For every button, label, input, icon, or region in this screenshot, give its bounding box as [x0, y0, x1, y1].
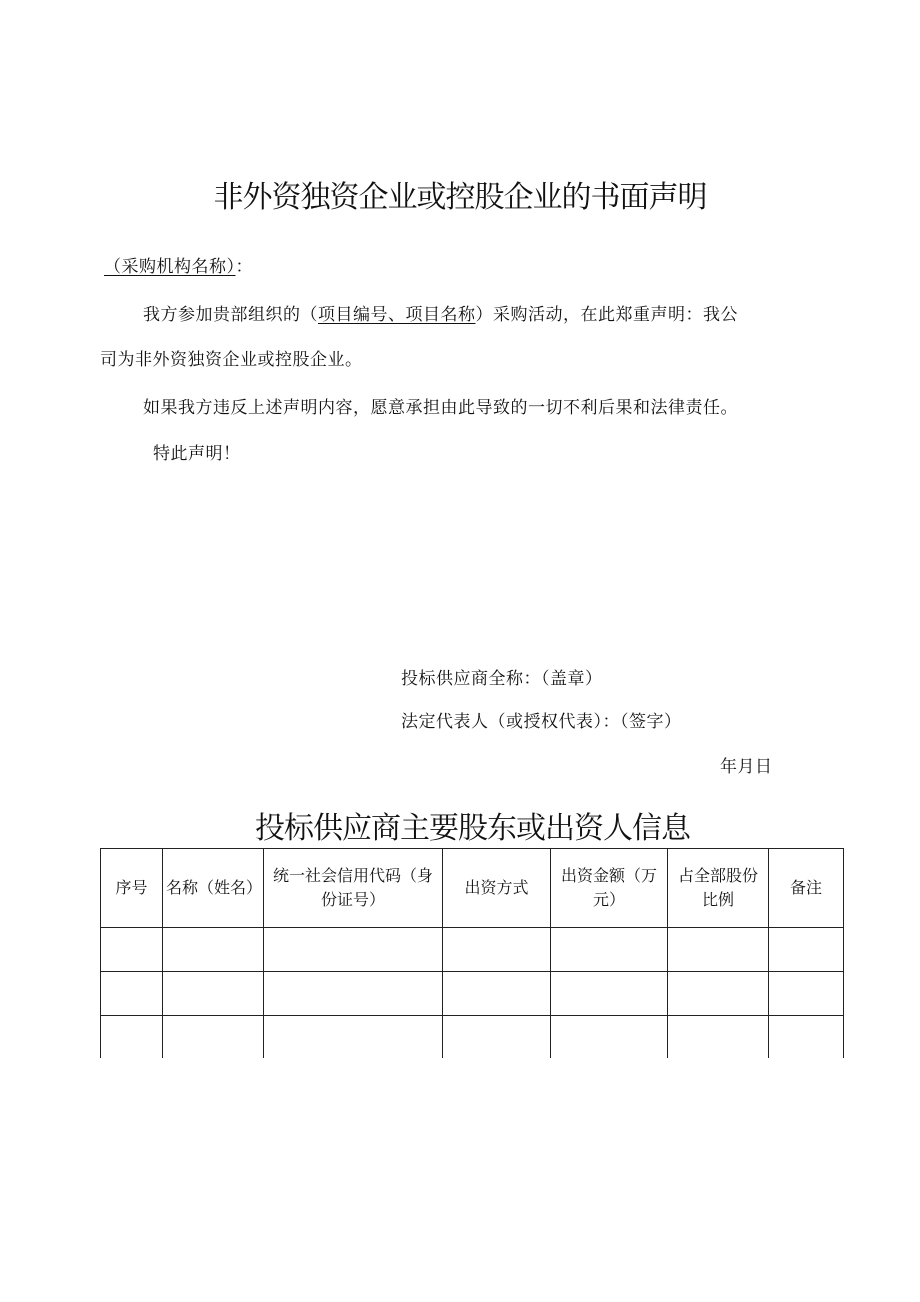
- table-cell: [551, 928, 668, 972]
- table-row: [101, 928, 844, 972]
- table-cell: [101, 928, 163, 972]
- table-cell: [264, 1016, 443, 1059]
- table-cell: [163, 972, 264, 1016]
- table-cell: [769, 972, 844, 1016]
- header-share-ratio: 占全部股份比例: [668, 849, 769, 928]
- table-cell: [668, 1016, 769, 1059]
- table-cell: [443, 928, 551, 972]
- table-row: [101, 972, 844, 1016]
- addressee-placeholder: （采购机构名称）: [104, 257, 236, 277]
- bidder-name-signature-line: 投标供应商全称：（盖章）: [401, 669, 603, 689]
- table-cell: [769, 1016, 844, 1059]
- paragraph-1-prefix: 我方参加贵部组织的（: [143, 305, 318, 325]
- header-remarks: 备注: [769, 849, 844, 928]
- addressee-colon: ：: [235, 257, 253, 277]
- declaration-closing: 特此声明！: [153, 444, 241, 464]
- declaration-paragraph-1-line-2: 司为非外资独资企业或控股企业。: [100, 350, 363, 370]
- table-cell: [264, 972, 443, 1016]
- shareholder-table: [100, 848, 844, 1058]
- paragraph-1-suffix: ）采购活动，在此郑重声明：我公: [475, 305, 738, 325]
- table-header-row: [101, 849, 844, 928]
- table-cell: [769, 928, 844, 972]
- table-cell: [668, 972, 769, 1016]
- legal-representative-signature-line: 法定代表人（或授权代表）：（签字）: [401, 712, 682, 732]
- declaration-paragraph-2: 如果我方违反上述声明内容，愿意承担由此导致的一切不利后果和法律责任。: [143, 398, 738, 418]
- table-cell: [163, 928, 264, 972]
- declaration-paragraph-1: [143, 300, 738, 325]
- table-cell: [551, 1016, 668, 1059]
- table-cell: [443, 1016, 551, 1059]
- table-cell: [101, 1016, 163, 1059]
- addressee-line: [104, 252, 253, 277]
- table-cell: [443, 972, 551, 1016]
- table-cell: [101, 972, 163, 1016]
- table-row: [101, 1016, 844, 1059]
- declaration-title: 非外资独资企业或控股企业的书面声明: [213, 180, 707, 215]
- table-cell: [551, 972, 668, 1016]
- header-credit-code: 统一社会信用代码（身份证号）: [264, 849, 443, 928]
- date-line: 年月日: [720, 757, 773, 777]
- table-cell: [163, 1016, 264, 1059]
- header-name: 名称（姓名）: [163, 849, 264, 928]
- table-cell: [668, 928, 769, 972]
- shareholder-table-title: 投标供应商主要股东或出资人信息: [255, 811, 690, 846]
- project-placeholder: 项目编号、项目名称: [318, 305, 476, 325]
- header-contribution-method: 出资方式: [443, 849, 551, 928]
- table-cell: [264, 928, 443, 972]
- header-contribution-amount: 出资金额（万元）: [551, 849, 668, 928]
- header-index: 序号: [101, 849, 163, 928]
